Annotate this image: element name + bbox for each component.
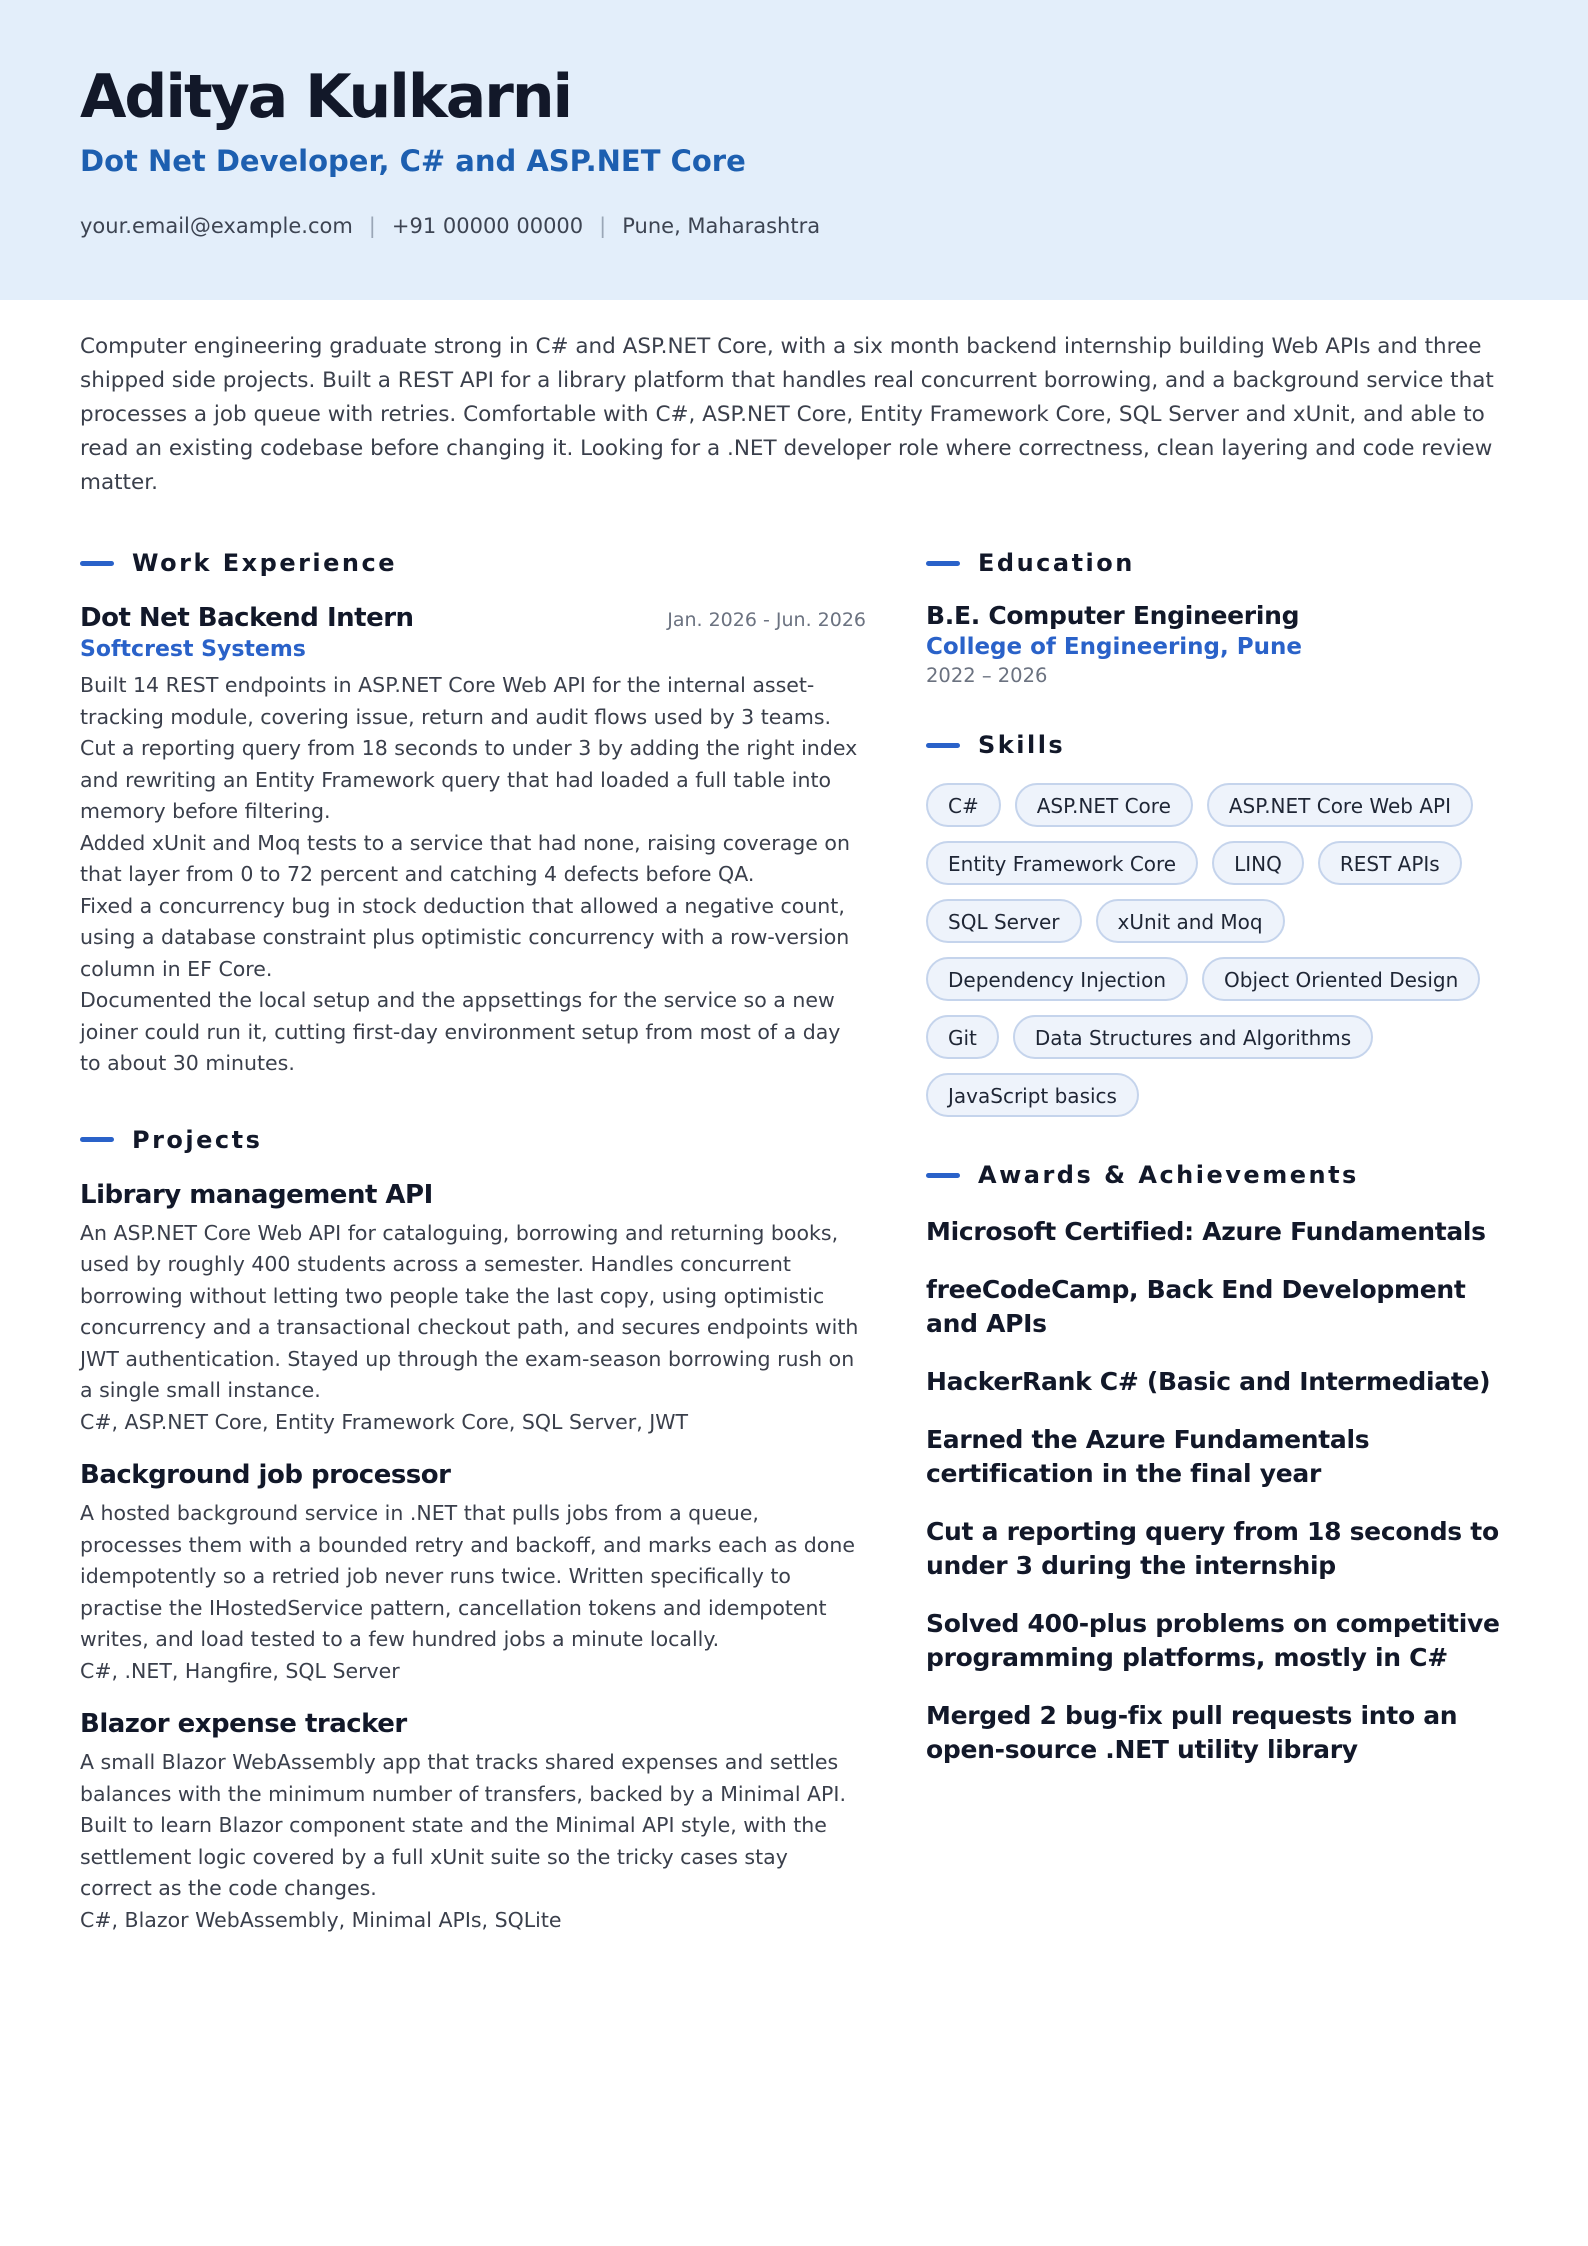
job-bullet: Cut a reporting query from 18 seconds to under 3 by adding the right index and rewriting an Entity Framework query that had loaded a full table into memory before filtering. xyxy=(80,736,858,823)
contact-email[interactable]: your.email@example.com xyxy=(80,214,353,238)
section-heading-awards xyxy=(926,1157,1506,1193)
section-title: Education xyxy=(978,549,1135,577)
project-title: Background job processor xyxy=(80,1460,451,1490)
project-title: Blazor expense tracker xyxy=(80,1709,407,1739)
skill-chip: ASP.NET Core xyxy=(1015,783,1193,827)
heading-accent-bar xyxy=(926,1173,960,1178)
award-item: Earned the Azure Fundamentals certification in the final year xyxy=(926,1425,1370,1488)
contact-separator: | xyxy=(599,214,607,238)
skill-chip: ASP.NET Core Web API xyxy=(1207,783,1473,827)
skill-chip: C# xyxy=(926,783,1001,827)
skills-chip-list xyxy=(926,783,1496,1117)
award-item: Microsoft Certified: Azure Fundamentals xyxy=(926,1217,1486,1246)
section-title: Work Experience xyxy=(132,549,398,577)
job-bullet: Documented the local setup and the appsettings for the service so a new joiner could run it, cutting first-day environment setup from most of a day to about 30 minutes. xyxy=(80,988,841,1075)
section-title: Skills xyxy=(978,731,1066,759)
job-title: Dot Net Backend Intern xyxy=(80,603,414,633)
skill-chip: Object Oriented Design xyxy=(1202,957,1480,1001)
project-description: A small Blazor WebAssembly app that tracks shared expenses and settles balances with the minimum number of transfers, backed by a Minimal API. Built to learn Blazor component state and the Minimal API style, with the settlement logic covered by a full xUnit suite so the tricky cases stay correct as the code changes. xyxy=(80,1750,846,1900)
header-band xyxy=(0,0,1588,300)
job-bullet: Fixed a concurrency bug in stock deduction that allowed a negative count, using a database constraint plus optimistic concurrency with a row-version column in EF Core. xyxy=(80,893,850,981)
skill-chip: xUnit and Moq xyxy=(1096,899,1285,943)
education-school: College of Engineering, Pune xyxy=(926,634,1302,660)
profile-summary: Computer engineering graduate strong in C# and ASP.NET Core, with a six month backend internship building Web APIs and three shipped side projects. Built a REST API for a library platform that handles real concurrent borrowing, and a background service that processes a job queue with retries. Comfortable with C#, ASP.NET Core, Entity Framework Core, SQL Server and xUnit, and able to read an existing codebase before changing it. Looking for a .NET developer role where correctness, clean layering and code review matter. xyxy=(80,334,1494,495)
job-bullets xyxy=(80,670,866,1080)
award-item: freeCodeCamp, Back End Development and APIs xyxy=(926,1275,1466,1338)
award-item: HackerRank C# (Basic and Intermediate) xyxy=(926,1367,1491,1396)
contact-phone[interactable]: +91 00000 00000 xyxy=(391,214,584,238)
candidate-role: Dot Net Developer, C# and ASP.NET Core xyxy=(80,144,746,178)
contact-location: Pune, Maharashtra xyxy=(622,214,821,238)
project-tech-stack: C#, Blazor WebAssembly, Minimal APIs, SQLite xyxy=(80,1907,562,1932)
skill-chip: Data Structures and Algorithms xyxy=(1013,1015,1373,1059)
section-title: Awards & Achievements xyxy=(978,1161,1359,1189)
contact-separator: | xyxy=(368,214,376,238)
skill-chip: SQL Server xyxy=(926,899,1082,943)
job-header xyxy=(80,603,866,633)
project-title: Library management API xyxy=(80,1179,433,1210)
job-dates: Jan. 2026 - Jun. 2026 xyxy=(667,609,866,631)
section-heading-education xyxy=(926,545,1506,581)
heading-accent-bar xyxy=(926,561,960,566)
skill-chip: Git xyxy=(926,1015,999,1059)
award-item: Merged 2 bug-fix pull requests into an open-source .NET utility library xyxy=(926,1701,1458,1764)
project-tech-stack: C#, ASP.NET Core, Entity Framework Core, SQL Server, JWT xyxy=(80,1409,689,1434)
heading-accent-bar xyxy=(926,743,960,748)
section-heading-skills xyxy=(926,727,1506,763)
award-item: Solved 400-plus problems on competitive programming platforms, mostly in C# xyxy=(926,1609,1500,1672)
education-years: 2022 – 2026 xyxy=(926,664,1048,687)
skill-chip: Dependency Injection xyxy=(926,957,1188,1001)
section-title: Projects xyxy=(132,1125,263,1154)
candidate-name: Aditya Kulkarni xyxy=(80,62,572,132)
skill-chip: JavaScript basics xyxy=(926,1073,1139,1117)
job-bullet: Added xUnit and Moq tests to a service that had none, raising coverage on that layer from 0 to 72 percent and catching 4 defects before QA. xyxy=(80,830,850,886)
right-column xyxy=(926,545,1506,1767)
education-degree: B.E. Computer Engineering xyxy=(926,601,1300,630)
section-heading-projects xyxy=(80,1122,866,1158)
project-tech-stack: C#, .NET, Hangfire, SQL Server xyxy=(80,1658,400,1683)
section-heading-work xyxy=(80,545,866,581)
award-item: Cut a reporting query from 18 seconds to under 3 during the internship xyxy=(926,1517,1499,1580)
project-description: An ASP.NET Core Web API for cataloguing, borrowing and returning books, used by roughly 400 students across a semester. Handles concurrent borrowing without letting two people take the last copy, using optimistic concurrency and a transactional checkout path, and secures endpoints with JWT authentication. Stayed up through the exam-season borrowing rush on a single small instance. xyxy=(80,1220,859,1402)
job-bullet: Built 14 REST endpoints in ASP.NET Core Web API for the internal asset-tracking module, covering issue, return and audit flows used by 3 teams. xyxy=(80,673,832,729)
job-company: Softcrest Systems xyxy=(80,637,306,662)
left-column xyxy=(80,545,866,1936)
skill-chip: REST APIs xyxy=(1318,841,1462,885)
skill-chip: Entity Framework Core xyxy=(926,841,1198,885)
project-description: A hosted background service in .NET that pulls jobs from a queue, processes them with a bounded retry and backoff, and marks each as done idempotently so a retried job never runs twice. Written specifically to practise the IHostedService pattern, cancellation tokens and idempotent writes, and load tested to a few hundred jobs a minute locally. xyxy=(80,1501,855,1651)
skill-chip: LINQ xyxy=(1212,841,1304,885)
awards-list xyxy=(926,1215,1506,1767)
contact-line xyxy=(80,214,820,238)
heading-accent-bar xyxy=(80,1137,114,1142)
heading-accent-bar xyxy=(80,561,114,566)
